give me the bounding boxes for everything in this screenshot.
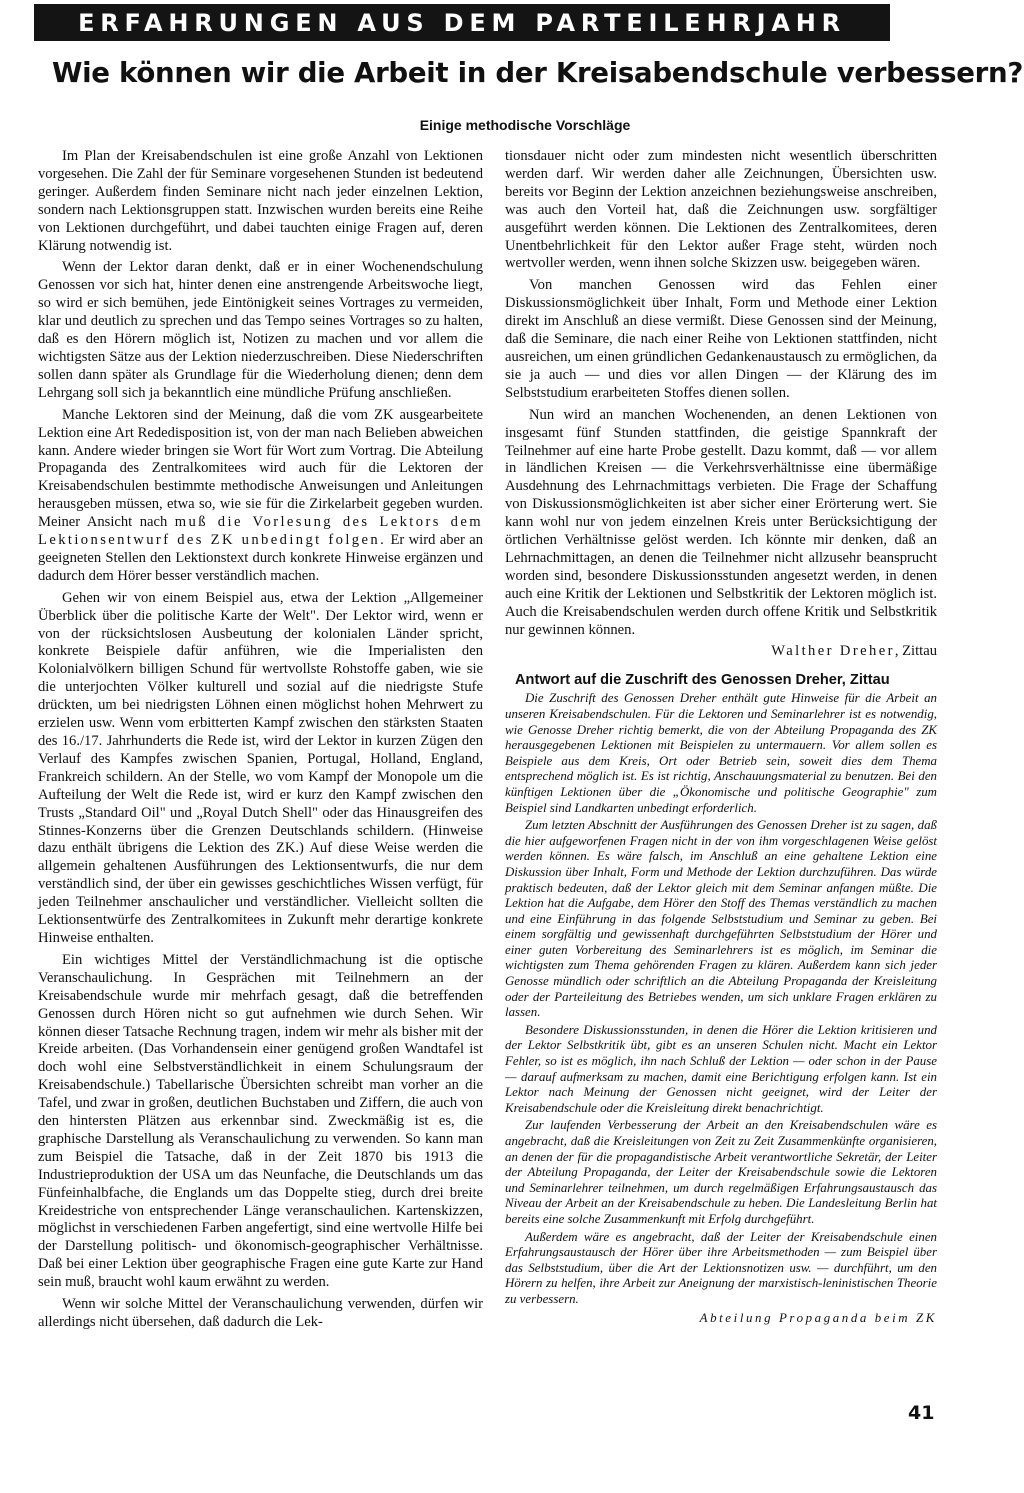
reply-title: Antwort auf die Zuschrift des Genossen Dreher, Zittau [515, 672, 890, 689]
paragraph: Nun wird an manchen Wochenenden, an denen Lektionen von insgesamt fünf Stunden stattfinden, die geistige Spannkraft der Teilnehmer auf eine harte Probe gestellt. Dazu kommt, daß — vor allem in ländlichen Kreisen — die Verkehrsverhältnisse eine übermäßige Ausdehnung des Lehrnachmittags verbieten. Die Frage der Schaffung von Diskussionsmöglichkeiten ist aber sicher einer Erörterung wert. Sie kann wohl nur von jedem einzelnen Kreis unter Berücksichtigung der örtlichen Verhältnisse gelöst werden. Ich könnte mir denken, daß an Lehrnachmittagen, an denen die Teilnehmer nicht allzusehr beansprucht worden sind, besondere Diskussionsstunden angesetzt werden, in denen auch eine Kritik der Lektionen und Selbstkritik der Lektoren möglich ist. Auch die Kreisabendschulen werden durch offene Kritik und Selbstkritik nur gewinnen können. [505, 406, 937, 638]
paragraph: Wenn der Lektor daran denkt, daß er in einer Wochenendschulung Genossen vor sich hat, hinter denen eine anstrengende Arbeitswoche liegt, so wird er sich bemühen, jede Eintönigkeit seines Vortrages zu vermeiden, klar und deutlich zu sprechen und das Tempo seines Vortrages so zu halten, daß es den Hörern möglich ist, Notizen zu machen und vor allem die wichtigsten Sätze aus der Lektion niederzuschreiben. Diese Niederschriften sollen dann später als Grundlage für die Wiederholung dienen; denn dem Lehrgang soll sich ja bekanntlich eine mündliche Prüfung anschließen. [38, 259, 483, 401]
section-banner: ERFAHRUNGEN AUS DEM PARTEILEHRJAHR [34, 4, 890, 41]
reply-paragraph: Die Zuschrift des Genossen Dreher enthält gute Hinweise für die Arbeit an unseren Kreisabendschulen. Für die Lektoren und Seminarlehrer ist es notwendig, wie Genosse Dreher richtig bemerkt, die von der Abteilung Propaganda des ZK herausgegebenen Lektionen mit Beispielen zu untermauern. Vor allem sollen es Beispiele aus dem Kreis, Ort oder Betrieb sein, soweit dies dem Thema entsprechend möglich ist. Es ist richtig, Anschauungsmaterial zu benutzen. Bei den künftigen Lektionen über die „Ökonomische und politische Geographie" zum Beispiel sind Landkarten unbedingt erforderlich. [505, 691, 937, 815]
paragraph-text: Manche Lektoren sind der Meinung, daß die vom ZK ausgearbeitete Lektion eine Art Rededisposition ist, von der man nach Belieben abweichen kann. Andere wieder bringen sie Wort für Wort zum Vortrag. Die Abteilung Propaganda des Zentralkomitees wird auch für die Lektoren der Kreisabendschulen bestimmte methodische Anweisungen und Anleitungen herausgeben müssen, etwa so, wie sie für die Zirkelarbeit gegeben wurden. Meiner Ansicht nach [38, 406, 483, 531]
reply-paragraph: Zum letzten Abschnitt der Ausführungen des Genossen Dreher ist zu sagen, daß die hier aufgeworfenen Fragen nicht in der von ihm vorgeschlagenen Weise gelöst werden können. Es wäre falsch, im Anschluß an eine gehaltene Lektion eine Diskussion über Inhalt, Form und Methode der Lektion durchzuführen. Das würde praktisch bedeuten, daß der Lektor gleich mit dem Seminar anfangen müßte. Die Lektion hat die Aufgabe, dem Hörer den Stoff des Themas verständlich zu machen und eine Einführung in das folgende Selbststudium und Seminar zu geben. Bei einem sorgfältig und gewissenhaft durchgeführten Selbststudium der Hörer und einer guten Vorbereitung des Seminarlehrers ist es möglich, im Seminar die wichtigsten zum Thema gehörenden Fragen zu klären. Außerdem kann sich jeder Genosse mündlich oder schriftlich an die Abteilung Propaganda der Kreisleitung oder der Parteileitung des Betriebes wenden, um sich unklare Fragen erklären zu lassen. [505, 818, 937, 1020]
article-subheadline: Einige methodische Vorschläge [419, 117, 631, 133]
reply-body [505, 691, 937, 1307]
article-column-right [505, 148, 937, 1331]
paragraph: Von manchen Genossen wird das Fehlen einer Diskussionsmöglichkeit über Inhalt, Form und Methode einer Lektion direkt im Anschluß an diese vermißt. Diese Genossen sind der Meinung, daß die Seminare, die nach einer Reihe von Lektionen stattfinden, nicht ausreichen, um einen gründlichen Gedankenaustausch zu ermöglichen, da sie ja auch — und dies vor allen Dingen — der Klärung des im Selbststudium erarbeiteten Stoffes dienen sollen. [505, 277, 937, 401]
reply-signature: Abteilung Propaganda beim ZK [699, 1310, 937, 1325]
emphasis-text: muß die Vorlesung des Lektors dem Lektionsentwurf des ZK unbedingt folgen. [38, 514, 483, 549]
reply-paragraph: Außerdem wäre es angebracht, daß der Leiter der Kreisabendschule einen Erfahrungsaustausch der Hörer über ihre Arbeitsmethoden — zum Beispiel über das Selbststudium, über die Art der Lektionsnotizen usw. — durchführt, um den Hörern zu helfen, ihre Arbeit zur Aneignung der marxistisch-leninistischen Theorie zu verbessern. [505, 1229, 937, 1306]
page-number: 41 [908, 1402, 935, 1424]
article-headline: Wie können wir die Arbeit in der Kreisabendschule verbessern? [52, 56, 1024, 89]
article-column-left [38, 148, 483, 1336]
reply-paragraph: Besondere Diskussionsstunden, in denen die Hörer die Lektion kritisieren und der Lektor Selbstkritik übt, gibt es an unseren Schulen nicht. Macht ein Lektor Fehler, so ist es möglich, ihn nach Schluß der Lektion — oder schon in der Pause — darauf aufmerksam zu machen, damit eine Berichtigung erfolgen kann. Ist ein Lektor nach Meinung der Genossen nicht geeignet, wird der Leiter der Kreisabendschule oder die Kreisleitung direkt benachrichtigt. [505, 1022, 937, 1115]
author-place: , Zittau [894, 643, 937, 660]
paragraph-text: Er wird aber an geeigneten Stellen den Lektionstext durch konkrete Hinweise ergänzen und dadurch dem Hörer besser verständlich machen. [38, 532, 484, 584]
paragraph [38, 407, 483, 586]
paragraph: Ein wichtiges Mittel der Verständlichmachung ist die optische Veranschaulichung. In Gesprächen mit Teilnehmern an der Kreisabendschule wurde mir mehrfach gesagt, daß die betreffenden Genossen durch Hören nicht so gut aufnehmen wie durch Sehen. Wir können dieser Tatsache Rechnung tragen, indem wir mehr als bisher mit der Kreide arbeiten. (Das Vorhandensein einer genügend großen Wandtafel ist doch wohl eine Selbstverständlichkeit in einem Schulungsraum der Kreisabendschule.) Tabellarische Übersichten schreibt man vorher an die Tafel, und zwar in großen, deutlichen Buchstaben und Ziffern, die auch von den hintersten Plätzen aus erkennbar sind. Zweckmäßig ist es, die graphische Darstellung als Veranschaulichung zu verwenden. So kann man zum Beispiel die Tatsache, daß in der Zeit 1870 bis 1913 die Industrieproduktion der USA um das Neunfache, die Deutschlands um das Fünfeinhalbfache, die Englands um das Doppelte stieg, durch drei breite Kreidestriche von entsprechender Länge veranschaulichen. Kartenskizzen, möglichst in verschiedenen Farben angefertigt, sind eine wertvolle Hilfe bei der Darstellung politisch- und ökonomisch-geographischer Verhältnisse. Daß bei einer Lektion über geographische Fragen eine gute Karte zur Hand sein muß, braucht wohl kaum erwähnt zu werden. [38, 951, 483, 1291]
paragraph: Gehen wir von einem Beispiel aus, etwa der Lektion „Allgemeiner Überblick über die politische Karte der Welt". Der Lektor wird, wenn er von der rücksichtslosen Ausbeutung der kolonialen Länder spricht, konkrete Beispiele dafür anführen, wie die Imperialisten den Kolonialvölkern billigen Schund für wertvollste Rohstoffe gaben, wie sie die unterjochten Völker kulturell und sozial auf die niedrigste Stufe drückten, um bei niedrigsten Löhnen einen möglichst hohen Mehrwert zu erzielen usw. Wenn vom erbitterten Kampf zwischen den stärksten Staaten des 16./17. Jahrhunderts die Rede ist, wird der Lektor in kurzen Zügen den Verlauf des Kampfes zwischen Spanien, Portugal, Holland, England, Frankreich schildern. An der Stelle, wo vom Kampf der Monopole um die Aufteilung der Welt die Rede ist, wird er kurz den Kampf zwischen den Trusts „Standard Oil" und „Royal Dutch Shell" oder das Hinausgreifen des Stinnes-Konzerns über die Grenzen Deutschlands schildern. (Hinweise dazu enthält übrigens die Lektion des ZK.) Auf diese Weise werden die allgemein gehaltenen Ausführungen des Lektionsentwurfs, die nur dem verständlich sind, der über ein gewisses geschichtliches Wissen verfügt, für jeden Teilnehmer anschaulicher und verständlicher. Vielleicht sollten die Lektionsentwürfe des Zentralkomitees in Zukunft mehr derartige konkrete Hinweise enthalten. [38, 589, 483, 946]
paragraph: Im Plan der Kreisabendschulen ist eine große Anzahl von Lektionen vorgesehen. Die Zahl der für Seminare vorgesehenen Stunden ist bedeutend geringer. Außerdem finden Seminare nicht nach jeder einzelnen Lektion, sondern nach Lektionsgruppen statt. Inzwischen wurden bereits eine Reihe von Lektionen durchgeführt, und dabei tauchten einige Fragen auf, deren Klärung notwendig ist. [38, 148, 483, 254]
reply-paragraph: Zur laufenden Verbesserung der Arbeit an den Kreisabendschulen wäre es angebracht, daß die Kreisleitungen von Zeit zu Zeit Zusammenkünfte organisieren, an denen der für die propagandistische Arbeit verantwortliche Sekretär, der Leiter der Abteilung Propaganda, der Leiter der Kreisabendschule sowie die Lektoren und Seminarlehrer teilnehmen, um durch regelmäßigen Erfahrungsaustausch das Niveau der Arbeit an der Kreisabendschule zu heben. Die Landesleitung Berlin hat bereits eine solche Zusammenkunft mit Erfolg durchgeführt. [505, 1118, 937, 1226]
author-name: Walther Dreher [771, 643, 895, 660]
paragraph: Wenn wir solche Mittel der Veranschaulichung verwenden, dürfen wir allerdings nicht übersehen, daß dadurch die Lek- [38, 1296, 483, 1330]
paragraph: tionsdauer nicht oder zum mindesten nicht wesentlich überschritten werden darf. Wir werden daher alle Zeichnungen, Übersichten usw. bereits vor Beginn der Lektion anzeichnen beziehungsweise anschreiben, was auch den Vorteil hat, daß die Zeichnungen usw. sorgfältiger ausgeführt werden können. Die Lektionen des Zentralkomitees, deren Unentbehrlichkeit für den Lektor außer Frage steht, würden noch wertvoller werden, wenn ihnen solche Skizzen usw. beigegeben wären. [505, 148, 937, 272]
author-signature [505, 643, 937, 661]
